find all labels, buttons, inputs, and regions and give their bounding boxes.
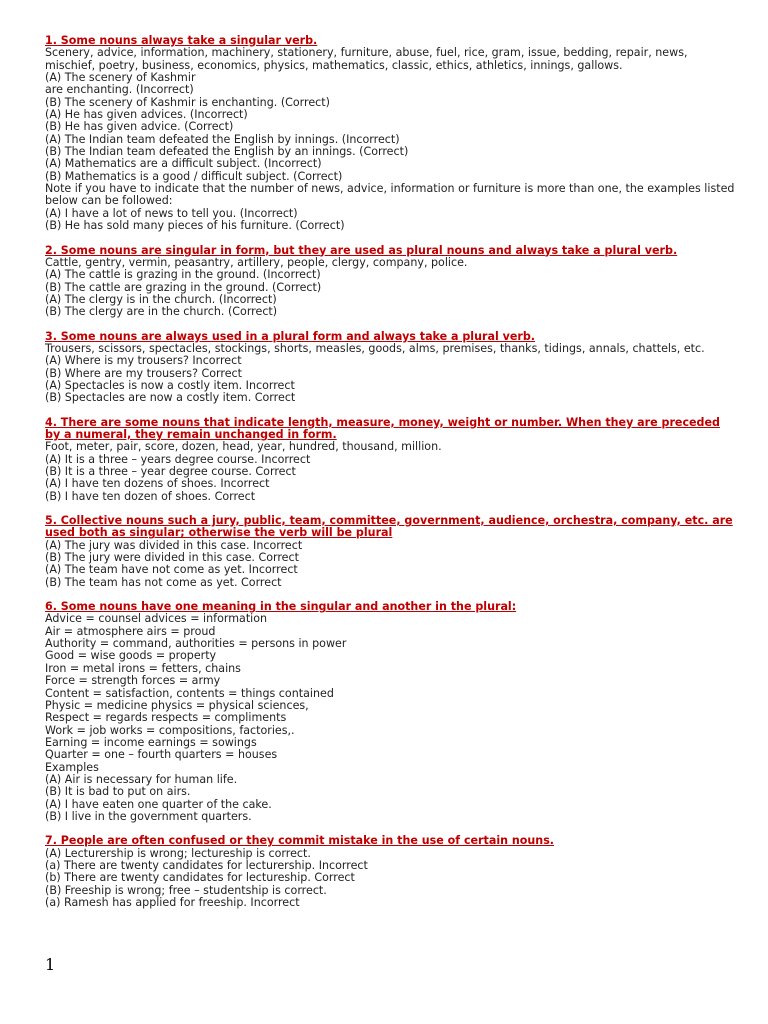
section-line: Physic = medicine physics = physical sciences, — [45, 698, 309, 712]
rule-section — [45, 34, 738, 233]
section-heading: 2. Some nouns are singular in form, but they are used as plural nouns and always take a plural verb. — [45, 243, 678, 257]
section-line: Content = satisfaction, contents = things contained — [45, 686, 334, 700]
section-line: Quarter = one – fourth quarters = houses — [45, 748, 278, 762]
section-line: (A) The jury was divided in this case. Incorrect — [45, 538, 303, 552]
section-line: (B) The team has not come as yet. Correct — [45, 575, 282, 589]
section-line: are enchanting. (Incorrect) — [45, 83, 194, 97]
section-line: (A) Lecturership is wrong; lectureship is correct. — [45, 846, 311, 860]
section-line: Force = strength forces = army — [45, 674, 221, 688]
section-line: (B) I live in the government quarters. — [45, 809, 252, 823]
section-line: Cattle, gentry, vermin, peasantry, artillery, people, clergy, company, police. — [45, 255, 468, 269]
page-number: 1 — [45, 955, 56, 974]
section-line: Advice = counsel advices = information — [45, 612, 268, 626]
section-heading: 1. Some nouns always take a singular verb. — [45, 34, 318, 47]
section-line: Work = job works = compositions, factories,. — [45, 723, 295, 737]
section-line: (A) The team have not come as yet. Incorrect — [45, 563, 298, 577]
section-line: (a) There are twenty candidates for lecturership. Incorrect — [45, 858, 368, 872]
section-line: (B) The jury were divided in this case. Correct — [45, 551, 299, 565]
section-line: Authority = command, authorities = persons in power — [45, 637, 347, 651]
section-line: Respect = regards respects = compliments — [45, 711, 287, 725]
section-line: (B) He has sold many pieces of his furniture. (Correct) — [45, 219, 345, 233]
section-line: (A) Mathematics are a difficult subject. (Incorrect) — [45, 157, 322, 171]
section-line: Earning = income earnings = sowings — [45, 735, 257, 749]
rule-section — [45, 601, 735, 823]
rule-section — [45, 515, 735, 589]
section-line: (B) It is a three – year degree course. Correct — [45, 465, 296, 478]
section-line: (A) The clergy is in the church. (Incorrect) — [45, 292, 277, 306]
rule-section — [45, 331, 735, 405]
section-line: Iron = metal irons = fetters, chains — [45, 661, 241, 675]
rule-section — [45, 417, 735, 503]
section-line: (A) I have eaten one quarter of the cake. — [45, 797, 272, 811]
section-line: Scenery, advice, information, machinery, stationery, furniture, abuse, fuel, rice, gram, issue, bedding, repair, news, mischief, poetry, business, economics, physics, mathematics, classic, ethics, athletics, innings, gallows. — [45, 46, 692, 72]
section-line: (B) It is bad to put on airs. — [45, 785, 191, 799]
section-line: Trousers, scissors, spectacles, stockings, shorts, measles, goods, alms, premises, thanks, tidings, annals, chattels, etc. — [45, 341, 705, 355]
section-heading: 3. Some nouns are always used in a plural form and always take a plural verb. — [45, 329, 536, 343]
section-line: (A) I have a lot of news to tell you. (Incorrect) — [45, 206, 298, 220]
section-heading: 7. People are often confused or they commit mistake in the use of certain nouns. — [45, 834, 555, 848]
rule-section — [45, 835, 735, 909]
section-line: (B) The scenery of Kashmir is enchanting. (Correct) — [45, 95, 330, 109]
section-line: Good = wise goods = property — [45, 649, 217, 663]
section-line: (A) Air is necessary for human life. — [45, 772, 238, 786]
document-page — [45, 34, 738, 921]
section-line: (A) Where is my trousers? Incorrect — [45, 354, 242, 368]
section-heading: 5. Collective nouns such a jury, public, team, committee, government, audience, orchestra, company, etc. are used both as singular; otherwise the verb will be plural — [45, 514, 733, 540]
section-line: Note if you have to indicate that the number of news, advice, information or furniture is more than one, the examples listed below can be followed: — [45, 182, 738, 208]
section-line: (B) I have ten dozen of shoes. Correct — [45, 489, 256, 503]
section-line: (B) Spectacles are now a costly item. Correct — [45, 391, 296, 405]
section-line: (B) Freeship is wrong; free – studentship is correct. — [45, 883, 327, 897]
section-line: Air = atmosphere airs = proud — [45, 624, 216, 638]
section-line: (A) Spectacles is now a costly item. Incorrect — [45, 378, 295, 392]
section-line: Examples — [45, 760, 99, 774]
section-heading: 6. Some nouns have one meaning in the singular and another in the plural: — [45, 600, 517, 614]
section-line: (B) The clergy are in the church. (Correct) — [45, 305, 278, 319]
section-line: (A) The scenery of Kashmir — [45, 71, 196, 85]
section-line: (B) The cattle are grazing in the ground. (Correct) — [45, 280, 322, 294]
section-line: (A) The cattle is grazing in the ground. (Incorrect) — [45, 268, 321, 282]
section-line: (a) Ramesh has applied for freeship. Incorrect — [45, 896, 300, 909]
section-line: (A) It is a three – years degree course. Incorrect — [45, 452, 311, 466]
section-line: (B) Mathematics is a good / difficult subject. (Correct) — [45, 169, 343, 183]
section-heading: 4. There are some nouns that indicate length, measure, money, weight or number. When they are preceded by a numeral, they remain unchanged in form. — [45, 415, 720, 441]
section-line: Foot, meter, pair, score, dozen, head, year, hundred, thousand, million. — [45, 440, 442, 454]
section-line: (A) The Indian team defeated the English by innings. (Incorrect) — [45, 132, 400, 146]
section-line: (b) There are twenty candidates for lectureship. Correct — [45, 871, 355, 885]
rule-section — [45, 245, 735, 319]
section-line: (B) He has given advice. (Correct) — [45, 120, 234, 134]
section-line: (B) The Indian team defeated the English by an innings. (Correct) — [45, 145, 409, 159]
section-line: (A) I have ten dozens of shoes. Incorrect — [45, 477, 270, 491]
section-line: (B) Where are my trousers? Correct — [45, 366, 242, 380]
section-line: (A) He has given advices. (Incorrect) — [45, 108, 248, 122]
